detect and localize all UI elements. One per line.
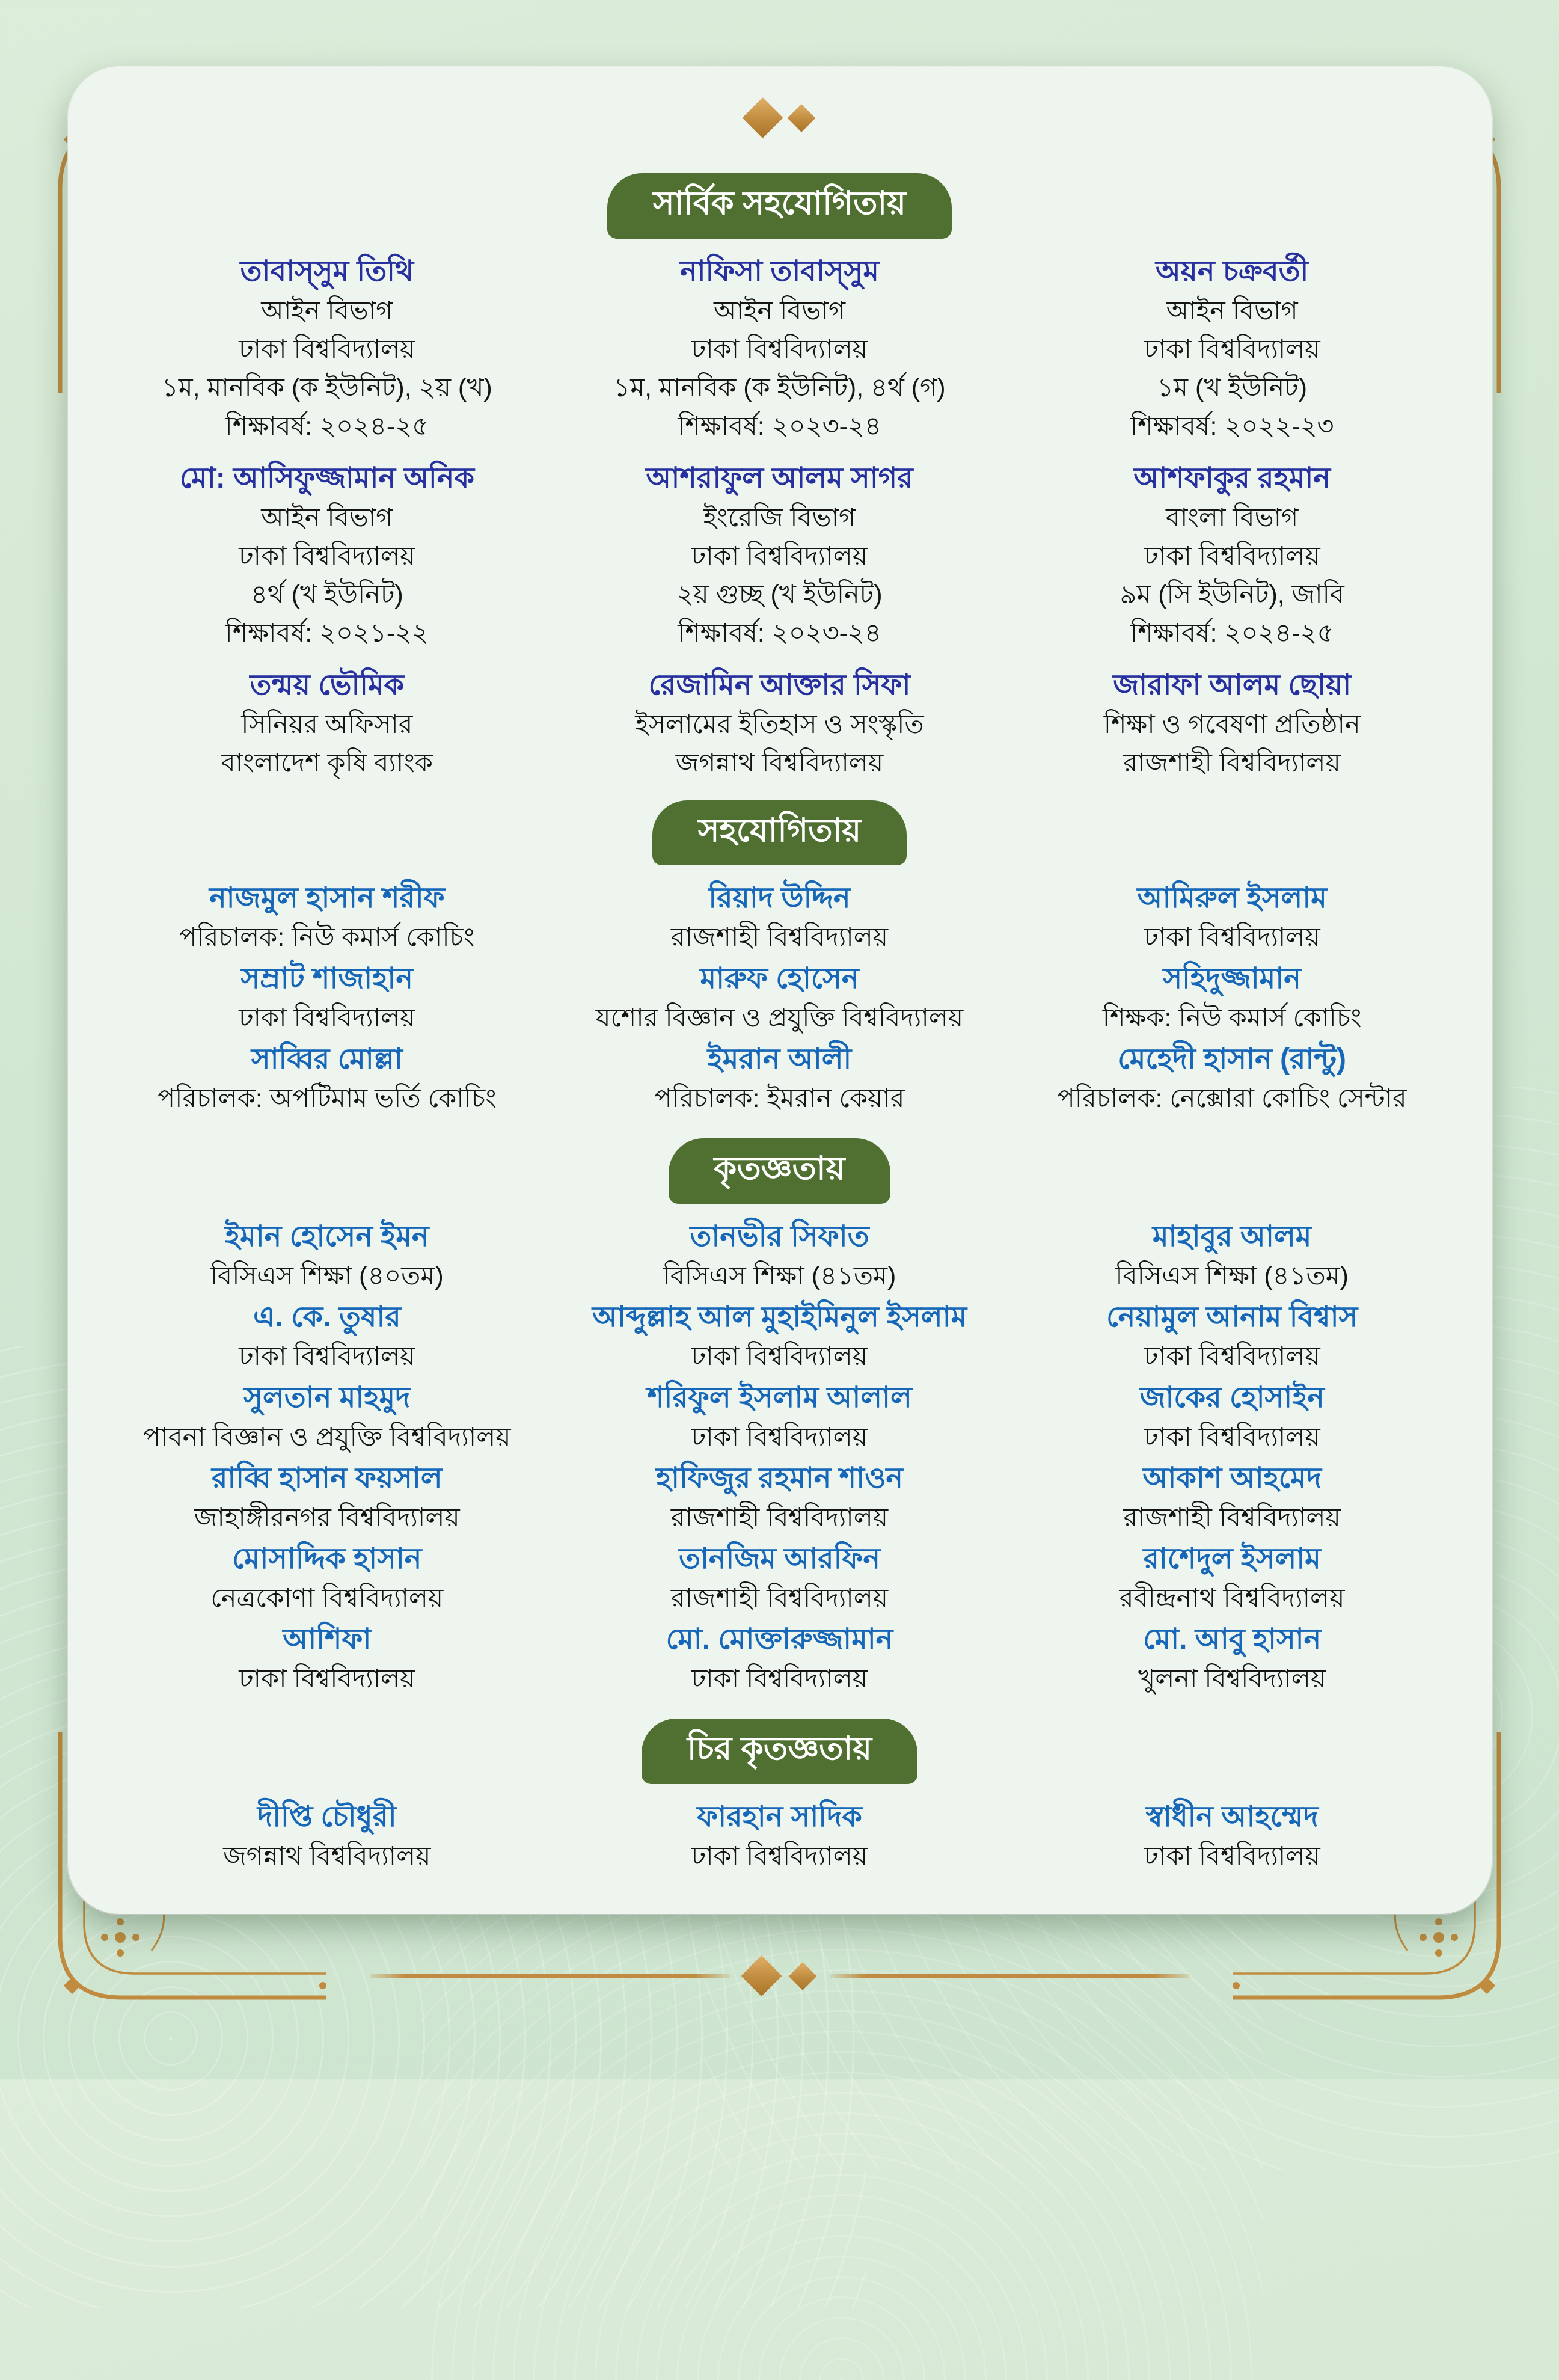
person-name: নেয়ামুল আনাম বিশ্বাস [1106, 1301, 1358, 1334]
person-detail: শিক্ষাবর্ষ: ২০২২-২৩ [1130, 411, 1334, 441]
divider-line [829, 1974, 1190, 1978]
person-entry [562, 1459, 997, 1537]
person-name: আব্দুল্লাহ আল মুহাইমিনুল ইসলাম [592, 1301, 967, 1334]
person-name: তাবাস্সুম তিথি [240, 255, 414, 287]
person-detail: শিক্ষাবর্ষ: ২০২৪-২৫ [1130, 618, 1334, 648]
diamond-icon [788, 1962, 816, 1990]
person-entry [110, 1217, 545, 1295]
section-cooperation [110, 800, 1450, 1121]
person-entry [562, 1217, 997, 1295]
person-detail: ঢাকা বিশ্ববিদ্যালয় [1144, 1423, 1320, 1452]
top-divider [748, 103, 811, 132]
diamond-icon [742, 97, 783, 138]
section-gratitude [110, 1138, 1450, 1701]
divider-line [369, 1974, 730, 1978]
person-detail: পাবনা বিজ্ঞান ও প্রযুক্তি বিশ্ববিদ্যালয় [143, 1423, 511, 1452]
person-entry [562, 1797, 997, 1875]
person-entry [1015, 459, 1450, 652]
person-detail: শিক্ষাবর্ষ: ২০২৩-২৪ [678, 618, 881, 648]
person-entry [1015, 1040, 1450, 1118]
person-detail: ২য় গুচ্ছ (খ ইউনিট) [676, 580, 883, 609]
person-detail: ঢাকা বিশ্ববিদ্যালয় [691, 1841, 868, 1871]
person-entry [1015, 1298, 1450, 1376]
person-name: ফারহান সাদিক [697, 1800, 862, 1833]
person-name: রাব্বি হাসান ফয়সাল [212, 1462, 443, 1495]
person-detail: সিনিয়র অফিসার [241, 710, 413, 739]
section-title-banner: সার্বিক সহযোগিতায় [607, 173, 952, 239]
person-detail: রাজশাহী বিশ্ববিদ্যালয় [1123, 1503, 1341, 1533]
person-detail: ঢাকা বিশ্ববিদ্যালয় [239, 541, 415, 571]
person-detail: ১ম, মানবিক (ক ইউনিট), ৪র্থ (গ) [613, 373, 946, 402]
person-entry [1015, 1620, 1450, 1698]
acknowledgement-page [0, 67, 1559, 2079]
column [562, 1797, 997, 1878]
person-entry [562, 1539, 997, 1618]
person-entry [1015, 1378, 1450, 1456]
person-name: জারাফা আলম ছোয়া [1113, 669, 1352, 701]
person-name: এ. কে. তুষার [253, 1301, 401, 1334]
person-entry [110, 879, 545, 957]
section-title-banner: সহযোগিতায় [652, 800, 907, 866]
acknowledgement-card [68, 67, 1492, 1914]
person-entry [110, 252, 545, 446]
person-entry [562, 1620, 997, 1698]
person-detail: ঢাকা বিশ্ববিদ্যালয় [1144, 1841, 1320, 1871]
person-entry [110, 1620, 545, 1698]
person-name: মাহাবুর আলম [1152, 1221, 1312, 1253]
person-detail: ৪র্থ (খ ইউনিট) [250, 580, 403, 609]
person-entry [110, 1797, 545, 1875]
person-name: তন্ময় ভৌমিক [250, 669, 405, 701]
section-title-banner: কৃতজ্ঞতায় [669, 1138, 891, 1204]
person-detail: রাজশাহী বিশ্ববিদ্যালয় [670, 1584, 889, 1613]
person-entry [1015, 879, 1450, 957]
person-entry [562, 1040, 997, 1118]
diamond-icon [741, 1955, 782, 1996]
person-detail: ঢাকা বিশ্ববিদ্যালয় [691, 1423, 868, 1452]
person-detail: শিক্ষা ও গবেষণা প্রতিষ্ঠান [1103, 710, 1361, 739]
person-entry [562, 459, 997, 652]
person-entry [562, 1378, 997, 1456]
person-detail: পরিচালক: নেক্সোরা কোচিং সেন্টার [1057, 1084, 1407, 1114]
person-name: সুলতান মাহমুদ [243, 1382, 411, 1414]
person-name: ইমান হোসেন ইমন [225, 1221, 429, 1253]
column [1015, 879, 1450, 1120]
person-detail: রাজশাহী বিশ্ববিদ্যালয় [670, 923, 889, 952]
person-detail: আইন বিভাগ [261, 503, 393, 532]
person-detail: ১ম, মানবিক (ক ইউনিট), ২য় (খ) [161, 373, 492, 402]
person-name: তানজিম আরফিন [678, 1543, 881, 1575]
person-detail: ঢাকা বিশ্ববিদ্যালয় [691, 1342, 868, 1372]
person-name: রাশেদুল ইসলাম [1143, 1543, 1321, 1575]
person-detail: জগন্নাথ বিশ্ববিদ্যালয় [675, 748, 884, 777]
person-detail: জগন্নাথ বিশ্ববিদ্যালয় [223, 1841, 431, 1871]
person-detail: রবীন্দ্রনাথ বিশ্ববিদ্যালয় [1119, 1584, 1345, 1613]
person-name: আকাশ আহমেদ [1142, 1462, 1322, 1495]
person-name: মারুফ হোসেন [700, 963, 859, 995]
person-entry [1015, 959, 1450, 1037]
section-eternal-gratitude [110, 1719, 1450, 1878]
person-detail: শিক্ষাবর্ষ: ২০২৩-২৪ [678, 411, 881, 441]
person-name: রেজামিন আক্তার সিফা [648, 669, 911, 701]
person-name: হাফিজুর রহমান শাওন [655, 1462, 904, 1495]
section-title-banner: চির কৃতজ্ঞতায় [642, 1719, 917, 1784]
person-detail: ঢাকা বিশ্ববিদ্যালয় [239, 334, 415, 364]
person-detail: যশোর বিজ্ঞান ও প্রযুক্তি বিশ্ববিদ্যালয় [595, 1004, 964, 1033]
person-detail: ৯ম (সি ইউনিট), জাবি [1119, 580, 1344, 609]
person-entry [110, 1459, 545, 1537]
person-detail: জাহাঙ্গীরনগর বিশ্ববিদ্যালয় [194, 1503, 460, 1533]
person-entry [562, 252, 997, 446]
person-entry [110, 1298, 545, 1376]
person-name: স্বাধীন আহম্মেদ [1145, 1800, 1319, 1833]
person-entry [1015, 1459, 1450, 1537]
person-name: আশফাকুর রহমান [1133, 462, 1331, 494]
person-detail: ঢাকা বিশ্ববিদ্যালয় [691, 541, 868, 571]
person-detail: পরিচালক: অপটিমাম ভর্তি কোচিং [157, 1084, 497, 1114]
person-name: নাফিসা তাবাস্সুম [679, 255, 879, 287]
column [110, 1797, 545, 1878]
column [110, 879, 545, 1120]
person-name: জাকের হোসাইন [1139, 1382, 1325, 1414]
person-entry [110, 959, 545, 1037]
column [562, 879, 997, 1120]
person-detail: ঢাকা বিশ্ববিদ্যালয় [239, 1004, 415, 1033]
column [1015, 1217, 1450, 1701]
bottom-divider [369, 1961, 1190, 1990]
diamond-icon [787, 104, 815, 132]
column [110, 1217, 545, 1701]
person-name: মো. আবু হাসান [1143, 1624, 1322, 1656]
person-entry [1015, 1217, 1450, 1295]
person-name: নাজমুল হাসান শরীফ [209, 882, 445, 915]
person-entry [1015, 666, 1450, 782]
person-name: ইমরান আলী [707, 1043, 852, 1076]
person-detail: ঢাকা বিশ্ববিদ্যালয় [1144, 334, 1320, 364]
person-detail: পরিচালক: নিউ কমার্স কোচিং [179, 923, 475, 952]
person-entry [562, 959, 997, 1037]
person-entry [562, 1298, 997, 1376]
person-detail: আইন বিভাগ [261, 296, 393, 325]
person-detail: বাংলা বিভাগ [1166, 503, 1299, 532]
person-entry [562, 666, 997, 782]
person-detail: ঢাকা বিশ্ববিদ্যালয় [1144, 923, 1320, 952]
person-entry [1015, 1797, 1450, 1875]
person-entry [110, 1040, 545, 1118]
person-detail: ইসলামের ইতিহাস ও সংস্কৃতি [635, 710, 924, 739]
person-detail: বিসিএস শিক্ষা (৪০তম) [210, 1262, 444, 1291]
person-detail: ঢাকা বিশ্ববিদ্যালয় [691, 1664, 868, 1694]
person-detail: পরিচালক: ইমরান কেয়ার [654, 1084, 905, 1114]
person-detail: শিক্ষাবর্ষ: ২০২১-২২ [225, 618, 429, 648]
person-name: আশরাফুল আলম সাগর [646, 462, 913, 494]
person-detail: খুলনা বিশ্ববিদ্যালয় [1138, 1664, 1326, 1694]
person-name: দীপ্তি চৌধুরী [257, 1800, 397, 1833]
person-detail: ঢাকা বিশ্ববিদ্যালয় [1144, 541, 1320, 571]
column [110, 252, 545, 782]
person-entry [110, 459, 545, 652]
person-entry [110, 1539, 545, 1618]
person-detail: ঢাকা বিশ্ববিদ্যালয় [239, 1342, 415, 1372]
person-detail: বিসিএস শিক্ষা (৪১তম) [663, 1262, 896, 1291]
column [1015, 252, 1450, 782]
person-detail: আইন বিভাগ [713, 296, 846, 325]
person-detail: শিক্ষাবর্ষ: ২০২৪-২৫ [225, 411, 429, 441]
person-name: আশিফা [283, 1624, 372, 1656]
column [562, 1217, 997, 1701]
column [562, 252, 997, 782]
person-detail: ঢাকা বিশ্ববিদ্যালয় [691, 334, 868, 364]
person-detail: বিসিএস শিক্ষা (৪১তম) [1115, 1262, 1349, 1291]
person-entry [1015, 1539, 1450, 1618]
person-detail: ঢাকা বিশ্ববিদ্যালয় [1144, 1342, 1320, 1372]
person-name: অয়ন চক্রবর্তী [1155, 255, 1309, 287]
person-entry [110, 1378, 545, 1456]
person-detail: রাজশাহী বিশ্ববিদ্যালয় [1123, 748, 1341, 777]
person-entry [1015, 252, 1450, 446]
person-name: মো: আসিফুজ্জামান অনিক [179, 462, 474, 494]
section-overall-cooperation [110, 173, 1450, 782]
person-detail: শিক্ষক: নিউ কমার্স কোচিং [1102, 1004, 1362, 1033]
person-name: মোসাদ্দিক হাসান [232, 1543, 422, 1575]
person-detail: ১ম (খ ইউনিট) [1157, 373, 1308, 402]
person-name: রিয়াদ উদ্দিন [708, 882, 851, 915]
person-detail: ইংরেজি বিভাগ [703, 503, 856, 532]
person-detail: ঢাকা বিশ্ববিদ্যালয় [239, 1664, 415, 1694]
person-detail: রাজশাহী বিশ্ববিদ্যালয় [670, 1503, 889, 1533]
person-name: তানভীর সিফাত [690, 1221, 869, 1253]
column [1015, 1797, 1450, 1878]
person-name: মো. মোক্তারুজ্জামান [666, 1624, 893, 1656]
person-name: সম্রাট শাজাহান [240, 963, 413, 995]
person-detail: নেত্রকোণা বিশ্ববিদ্যালয় [210, 1584, 444, 1613]
person-name: সহিদুজ্জামান [1163, 963, 1301, 995]
person-name: সাব্বির মোল্লা [251, 1043, 403, 1076]
person-name: মেহেদী হাসান (রান্টু) [1118, 1043, 1347, 1076]
person-entry [562, 879, 997, 957]
person-entry [110, 666, 545, 782]
person-detail: আইন বিভাগ [1166, 296, 1298, 325]
person-name: আমিরুল ইসলাম [1137, 882, 1327, 915]
person-name: শরিফুল ইসলাম আলাল [647, 1382, 912, 1414]
person-detail: বাংলাদেশ কৃষি ব্যাংক [221, 748, 433, 777]
